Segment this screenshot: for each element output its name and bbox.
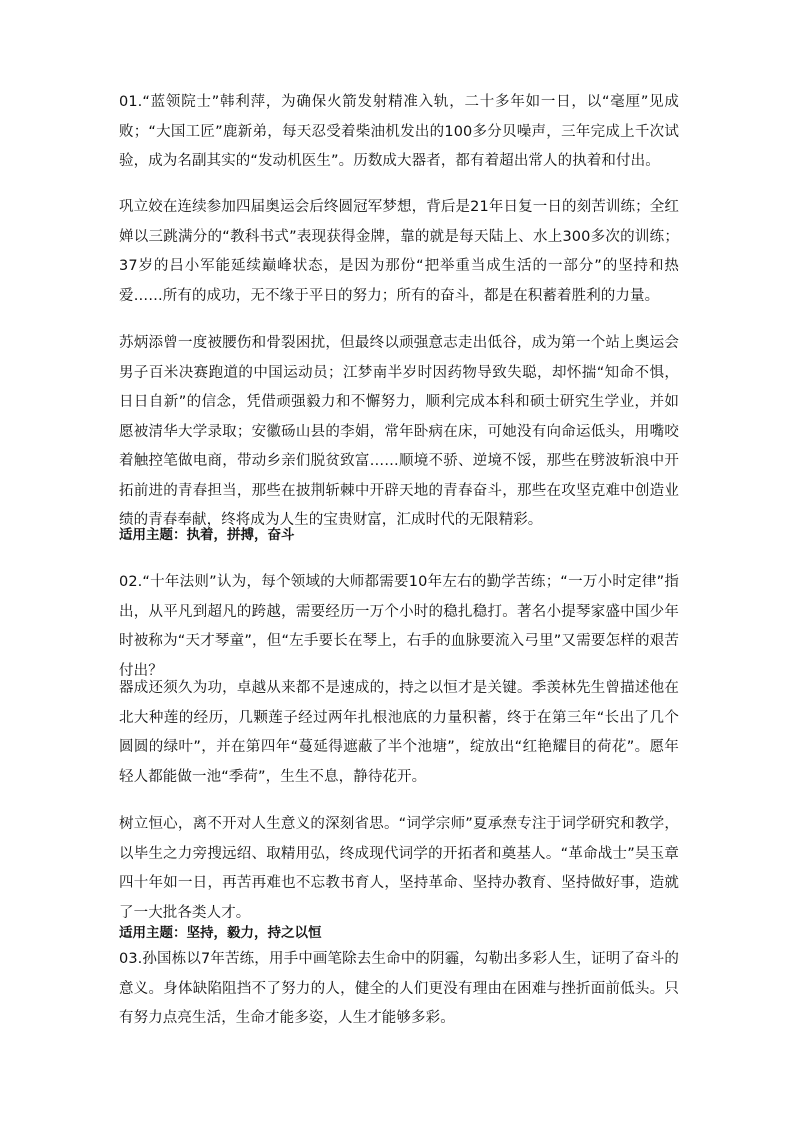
- paragraph-athletes-training: 巩立姣在连续参加四届奥运会后终圆冠军梦想，背后是21年日复一日的刻苦训练；全红婵以三跳满分的“教科书式”表现获得金牌，靠的就是每天陆上、水上300多次的训练；37岁的吕小军能延续巅峰状态，是因为那份“把举重当成生活的一部分”的坚持和热爱……所有的成功，无不缘于平日的努力；所有的奋斗，都是在积蓄着胜利的力量。: [119, 199, 679, 304]
- paragraph-02-intro: 02.“十年法则”认为，每个领域的大师都需要10年左右的勤学苦练；“一万小时定律”指出，从平凡到超凡的跨越，需要经历一万个小时的稳扎稳打。著名小提琴家盛中国少年时被称为“天才琴童”，但“左手要长在琴上，右手的血脉要流入弓里”又需要怎样的艰苦付出？: [119, 574, 679, 679]
- topic-label-1: 适用主题：执着，拼搏，奋斗: [119, 527, 295, 543]
- paragraph-lotus: 器成还须久为功，卓越从来都不是速成的，持之以恒才是关键。季羡林先生曾描述他在北大种莲的经历，几颗莲子经过两年扎根池底的力量积蓄，终于在第三年“长出了几个圆圆的绿叶”，并在第四年“蔓延得遮蔽了半个池塘”，绽放出“红艳耀目的荷花”。愿年轻人都能做一池“季荷”，生生不息，静待花开。: [119, 680, 679, 785]
- paragraph-youth-struggle: 苏炳添曾一度被腰伤和骨裂困扰，但最终以顽强意志走出低谷，成为第一个站上奥运会男子百米决赛跑道的中国运动员；江梦南半岁时因药物导致失聪，却怀揣“知命不惧，日日自新”的信念，凭借顽强毅力和不懈努力，顺利完成本科和硕士研究生学业，并如愿被清华大学录取；安徽砀山县的李娟，常年卧病在床，可她没有向命运低头，用嘴咬着触控笔做电商，带动乡亲们脱贫致富……顺境不骄、逆境不馁，那些在劈波斩浪中开拓前进的青春担当，那些在披荆斩棘中开辟天地的青春奋斗，那些在攻坚克难中创造业绩的青春奉献，终将成为人生的宝贵财富，汇成时代的无限精彩。: [119, 335, 679, 528]
- paragraph-03-intro: 03.孙国栋以7年苦练，用手中画笔除去生命中的阴霾，勾勒出多彩人生，证明了奋斗的意义。身体缺陷阻挡不了努力的人，健全的人们更没有理由在困难与挫折面前低头。只有努力点亮生活，生命才能多姿，人生才能够多彩。: [119, 951, 679, 1026]
- paragraph-perseverance: 树立恒心，离不开对人生意义的深刻省思。“词学宗师”夏承焘专注于词学研究和教学，以毕生之力旁搜远绍、取精用弘，终成现代词学的开拓者和奠基人。“革命战士”吴玉章四十年如一日，再苦再难也不忘教书育人，坚持革命、坚持办教育、坚持做好事，造就了一大批各类人才。: [119, 816, 679, 921]
- topic-label-2: 适用主题：坚持，毅力，持之以恒: [119, 925, 322, 941]
- paragraph-01-intro: 01.“蓝领院士”韩利萍，为确保火箭发射精准入轨，二十多年如一日，以“毫厘”见成败；“大国工匠”鹿新弟，每天忍受着柴油机发出的100多分贝噪声，三年完成上千次试验，成为名副其实的“发动机医生”。历数成大器者，都有着超出常人的执着和付出。: [119, 94, 679, 169]
